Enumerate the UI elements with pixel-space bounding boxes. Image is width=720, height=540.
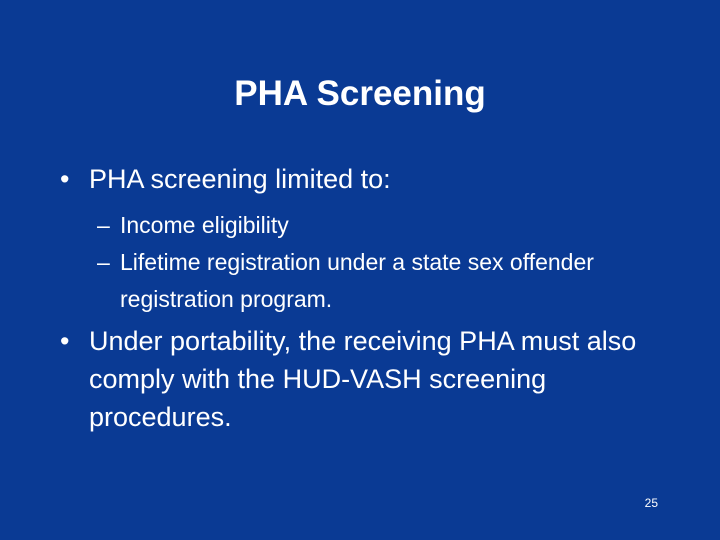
- bullet-item-2: [60, 322, 680, 436]
- sub-bullet-list: [97, 207, 657, 318]
- sub-bullet-text-2: Lifetime registration under a state sex offender registration program.: [120, 249, 594, 312]
- sub-bullet-item-2: [97, 244, 657, 318]
- sub-bullet-text-1: Income eligibility: [120, 212, 289, 238]
- bullet-text-1: PHA screening limited to:: [89, 164, 391, 194]
- sub-bullet-item-1: [97, 207, 657, 244]
- dash-icon: –: [97, 212, 110, 238]
- bullet-icon: •: [60, 326, 70, 356]
- bullet-icon: •: [60, 164, 70, 194]
- dash-icon: –: [97, 249, 110, 275]
- page-number: 25: [644, 496, 658, 510]
- slide-title: PHA Screening: [234, 74, 486, 113]
- bullet-item-1: [60, 162, 680, 196]
- bullet-text-2: Under portability, the receiving PHA must also comply with the HUD-VASH screening procedures.: [89, 326, 637, 432]
